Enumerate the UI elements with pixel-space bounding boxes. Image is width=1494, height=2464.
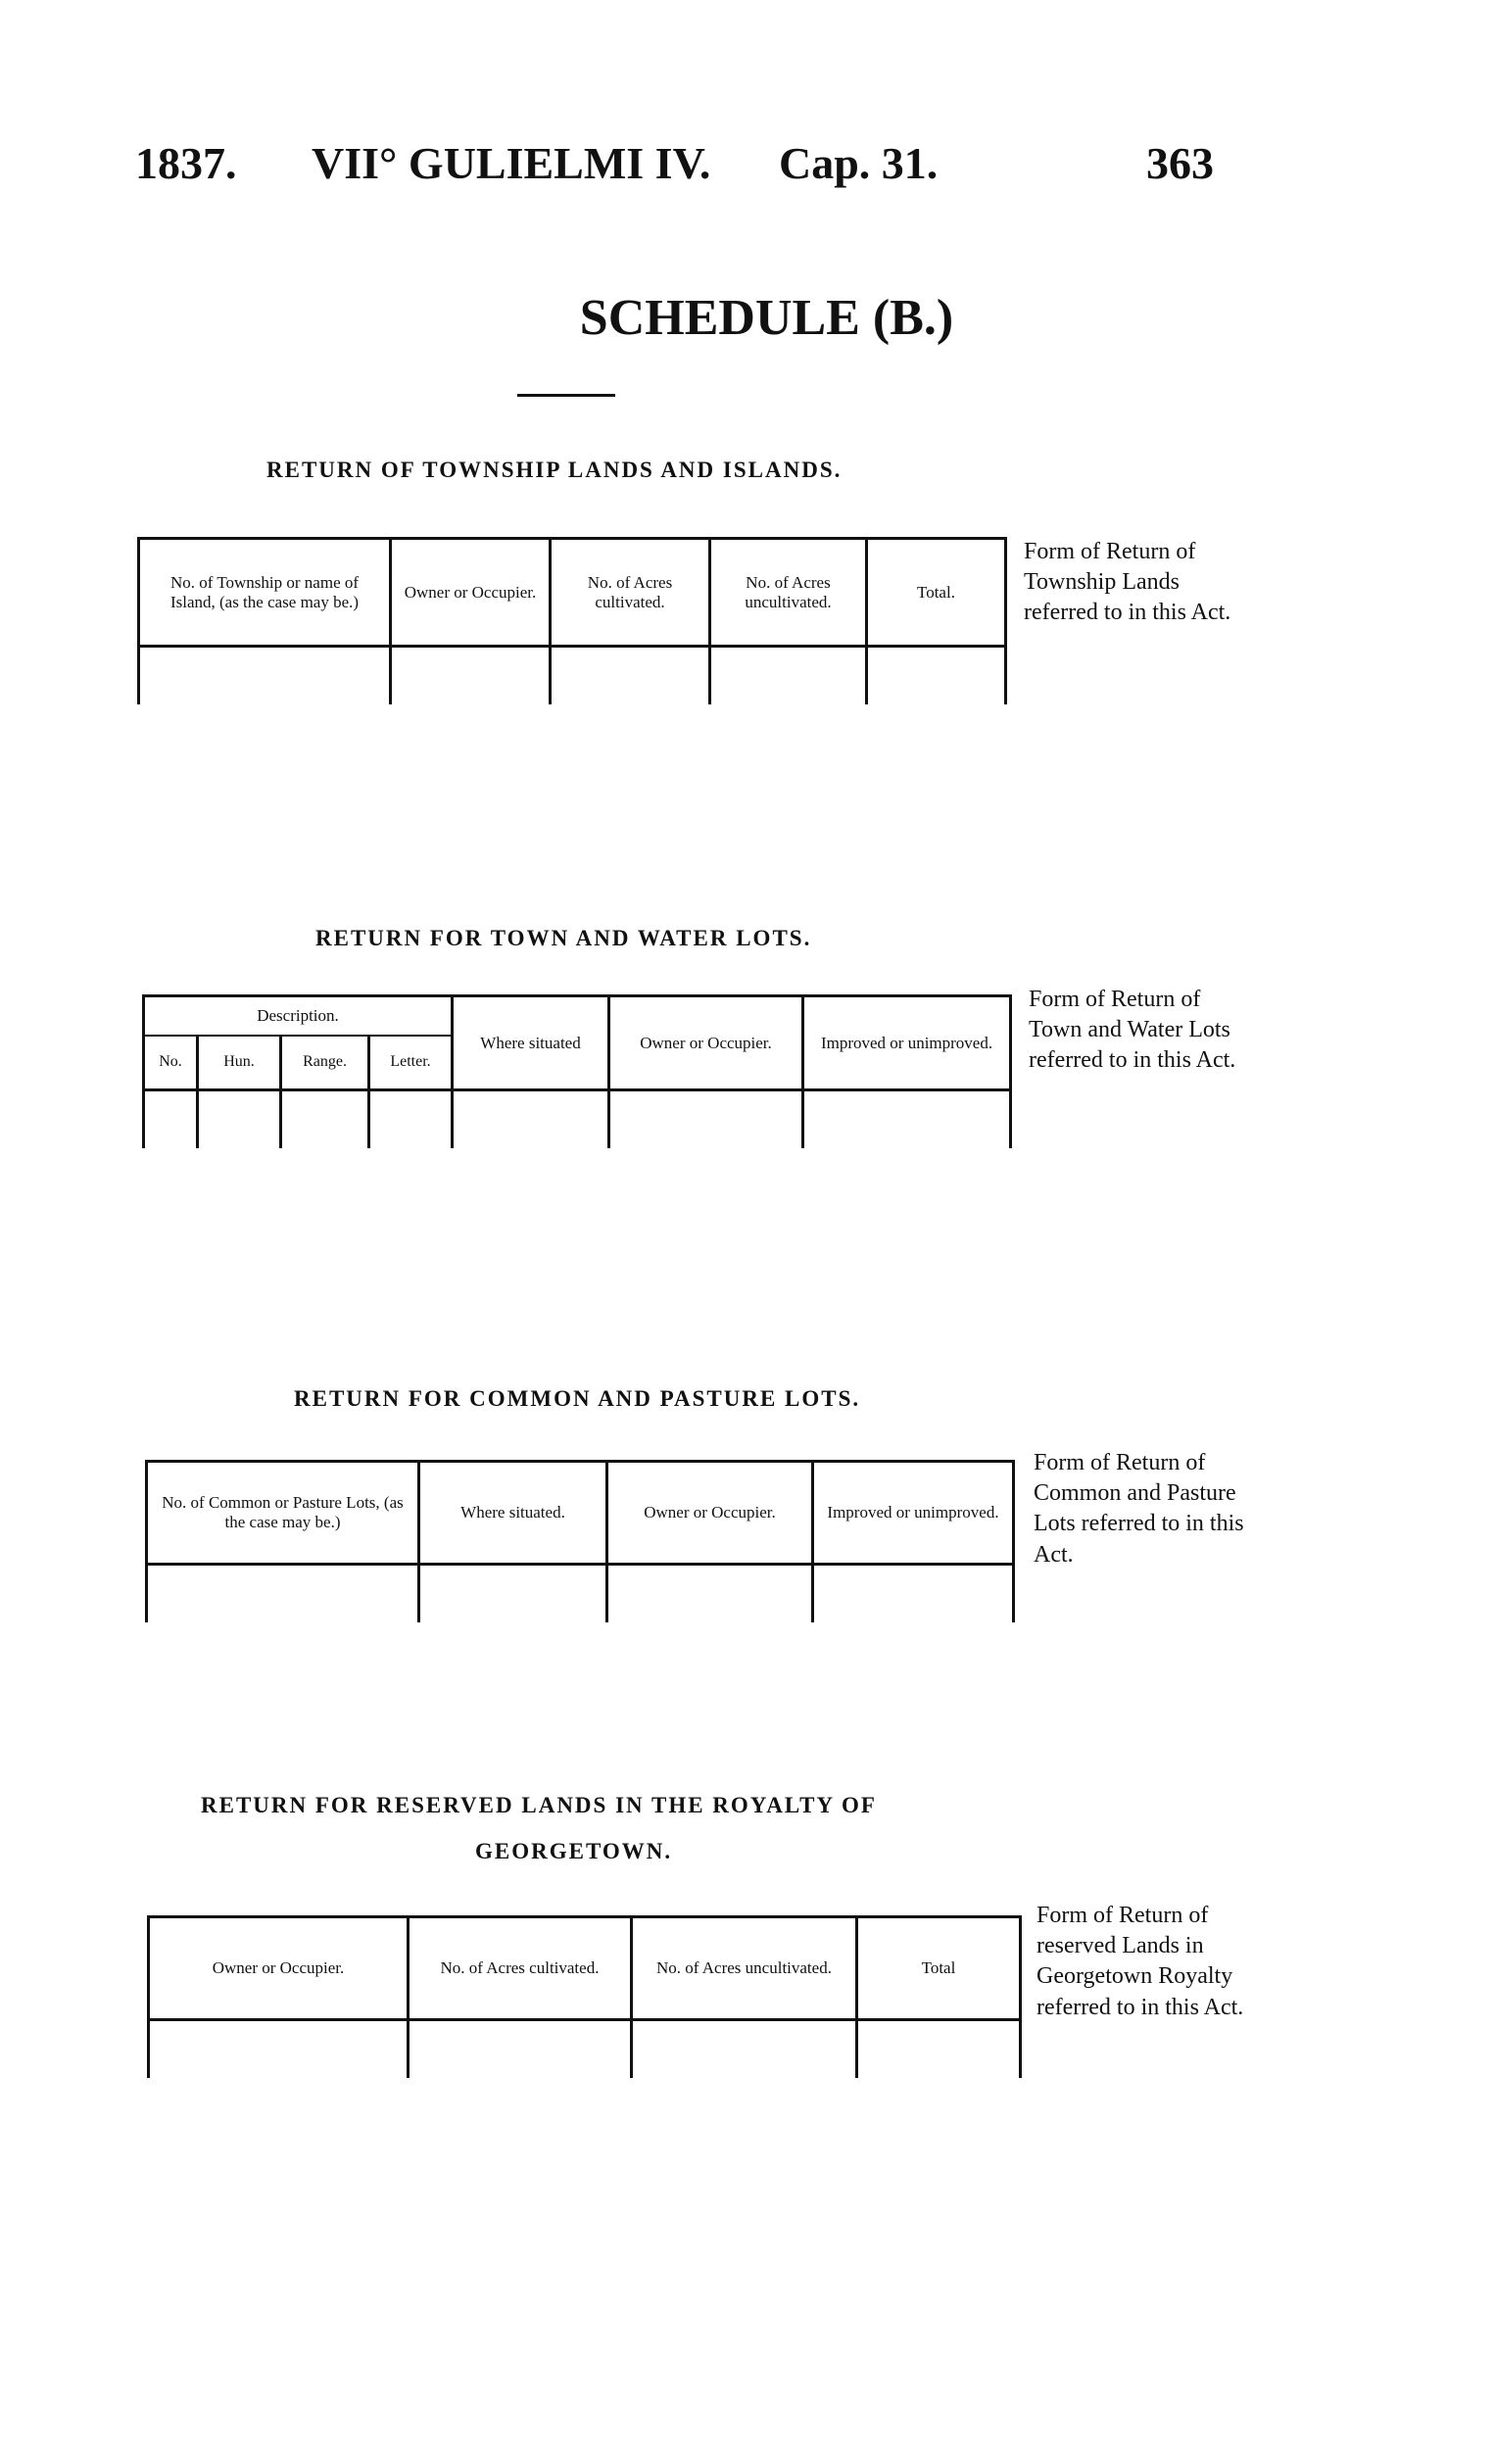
reserved-margin-note: Form of Return of reserved Lands in Georgetown Royalty referred to in this Act.: [1036, 1903, 1244, 2020]
sub-column-header: Hun.: [198, 1036, 281, 1090]
chapter: Cap. 31.: [779, 138, 939, 188]
common-pasture-return-table: [145, 1460, 1015, 1622]
column-header: Owner or Occupier.: [607, 1462, 813, 1565]
column-header: No. of Township or name of Island, (as the case may be.): [139, 539, 391, 647]
reserved-section-title-line2: GEORGETOWN.: [475, 1839, 673, 1863]
column-header: Owner or Occupier.: [391, 539, 551, 647]
town-water-section-title: RETURN FOR TOWN AND WATER LOTS.: [315, 926, 812, 950]
column-header: Improved or unimproved.: [803, 996, 1011, 1090]
column-header: Total: [857, 1917, 1021, 2020]
reserved-section-title: RETURN FOR RESERVED LANDS IN THE ROYALTY OF: [201, 1793, 877, 1817]
sub-column-header: No.: [144, 1036, 198, 1090]
column-header: No. of Acres uncultivated.: [632, 1917, 857, 2020]
township-section-title: RETURN OF TOWNSHIP LANDS AND ISLANDS.: [266, 458, 843, 482]
sub-column-header: Letter.: [369, 1036, 453, 1090]
township-return-table: [137, 537, 1007, 704]
column-header: No. of Common or Pasture Lots, (as the case may be.): [147, 1462, 419, 1565]
column-header: Improved or unimproved.: [813, 1462, 1014, 1565]
common-pasture-section-title: RETURN FOR COMMON AND PASTURE LOTS.: [294, 1386, 861, 1411]
column-header: No. of Acres uncultivated.: [710, 539, 867, 647]
column-header: Owner or Occupier.: [149, 1917, 409, 2020]
table-row: [144, 1090, 1011, 1149]
divider-rule: [517, 394, 615, 397]
column-header: No. of Acres cultivated.: [409, 1917, 632, 2020]
town-water-return-table: [142, 994, 1012, 1148]
page-number: 363: [1146, 138, 1214, 188]
regnal-title: VII° GULIELMI IV.: [312, 138, 711, 188]
table-row: [139, 647, 1006, 705]
running-head: [0, 137, 1494, 206]
column-header: Owner or Occupier.: [609, 996, 803, 1090]
town-water-margin-note: Form of Return of Town and Water Lots referred to in this Act.: [1029, 987, 1236, 1074]
year: 1837.: [135, 138, 237, 188]
column-header: Total.: [867, 539, 1006, 647]
sub-column-header: Range.: [281, 1036, 369, 1090]
table-row: [147, 1565, 1014, 1623]
schedule-title: SCHEDULE (B.): [579, 290, 954, 346]
description-group-header: Description.: [144, 996, 453, 1036]
column-header: Where situated.: [419, 1462, 607, 1565]
reserved-lands-return-table: [147, 1915, 1022, 2078]
common-pasture-margin-note: Form of Return of Common and Pasture Lots referred to in this Act.: [1034, 1450, 1244, 1568]
column-header: Where situated: [453, 996, 609, 1090]
table-row: [149, 2020, 1021, 2079]
township-margin-note: Form of Return of Township Lands referred to in this Act.: [1024, 539, 1231, 626]
column-header: No. of Acres cultivated.: [551, 539, 710, 647]
